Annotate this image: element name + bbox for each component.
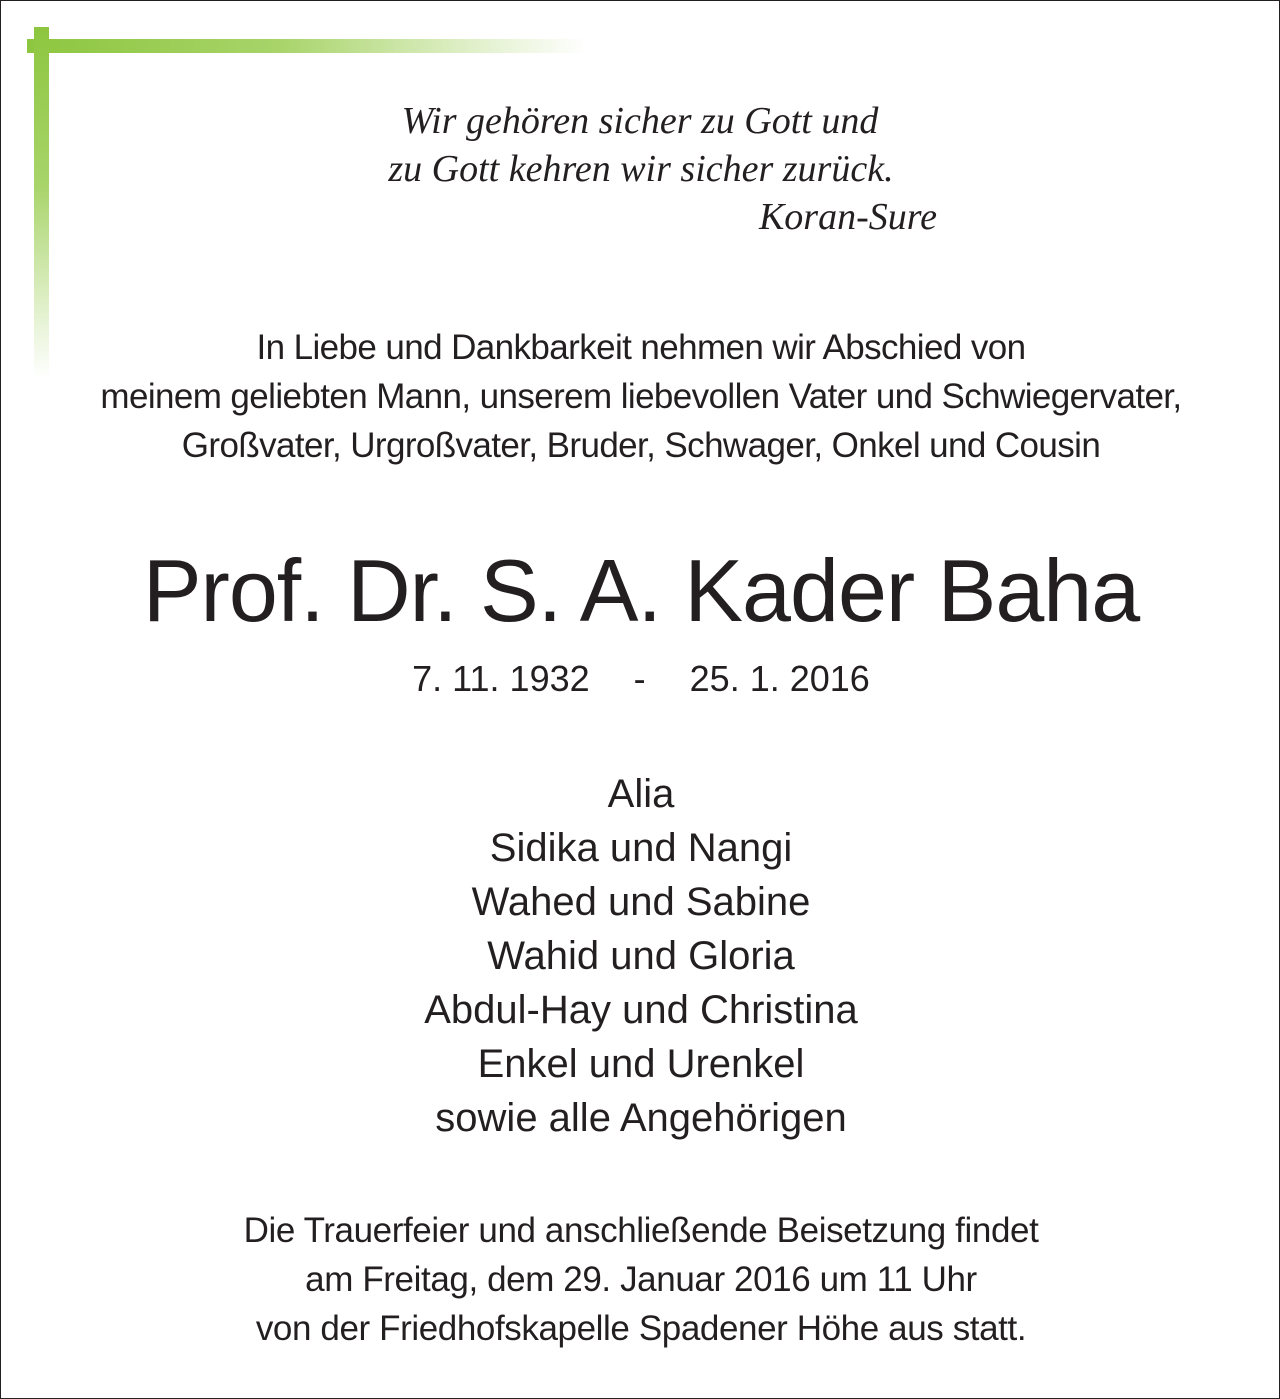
- intro-line-3: Großvater, Urgroßvater, Bruder, Schwager, Onkel und Cousin: [181, 426, 1101, 465]
- quote-source: Koran-Sure: [758, 196, 937, 238]
- mourner-row: sowie alle Angehörigen: [435, 1096, 847, 1140]
- quote-line-2: zu Gott kehren wir sicher zurück.: [388, 148, 894, 190]
- birth-date: 7. 11. 1932: [412, 658, 590, 699]
- intro-line-1: In Liebe und Dankbarkeit nehmen wir Abschied von: [256, 328, 1026, 367]
- intro-line-2: meinem geliebten Mann, unserem liebevollen Vater und Schwiegervater,: [100, 377, 1182, 416]
- deceased-name: Prof. Dr. S. A. Kader Baha: [142, 541, 1140, 640]
- quote-line-1: Wir gehören sicher zu Gott und: [401, 100, 879, 142]
- quote-block: [1, 97, 1280, 241]
- mourner-row: Abdul-Hay und Christina: [424, 988, 858, 1032]
- intro-text: [1, 323, 1280, 470]
- service-line-3: von der Friedhofskapelle Spadener Höhe aus statt.: [255, 1309, 1027, 1348]
- mourner-row: Enkel und Urenkel: [477, 1042, 805, 1086]
- service-line-1: Die Trauerfeier und anschließende Beisetzung findet: [243, 1211, 1039, 1250]
- mourner-row: Sidika und Nangi: [489, 826, 793, 870]
- mourner-row: Alia: [607, 772, 675, 816]
- funeral-service-info: [1, 1206, 1280, 1353]
- mourners-list: [1, 767, 1280, 1145]
- service-line-2: am Freitag, dem 29. Januar 2016 um 11 Uhr: [305, 1260, 977, 1299]
- cross-bar-horizontal: [27, 39, 587, 53]
- mourner-row: Wahid und Gloria: [487, 934, 795, 978]
- death-date: 25. 1. 2016: [689, 658, 870, 699]
- mourner-row: Wahed und Sabine: [471, 880, 811, 924]
- life-dates: [1, 656, 1280, 702]
- date-separator: -: [633, 658, 646, 699]
